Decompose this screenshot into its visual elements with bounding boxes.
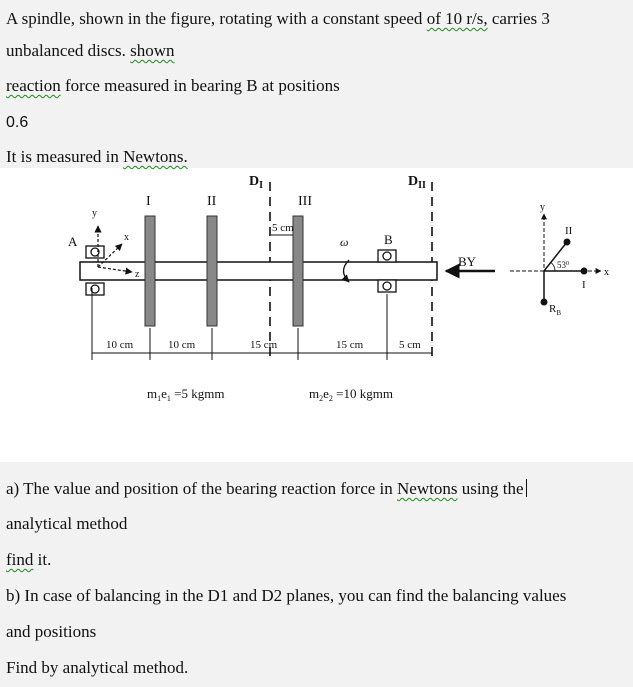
question-a-line-3: find it. <box>6 550 52 569</box>
disc-label-ii: II <box>207 194 217 209</box>
omega-label: ω <box>340 235 349 249</box>
vector-diagram <box>510 202 609 317</box>
axis-z-label: z <box>135 269 140 280</box>
question-b-line-1: b) In case of balancing in the D1 and D2 planes, you can find the balancing values <box>6 586 567 605</box>
vector-rb-label: $R_B$ <box>549 303 562 317</box>
question-line-4: 0.6 <box>6 114 29 131</box>
mass-eccentricity-1: $m_1e_1 =5$ kgmm <box>147 386 225 403</box>
vector-ii-point <box>564 239 571 246</box>
disc-i <box>145 216 155 326</box>
disc-iii <box>293 216 303 326</box>
disc-label-i: I <box>146 194 151 209</box>
question-a-line-2: analytical method <box>6 514 128 533</box>
disc-label-iii: III <box>298 194 312 209</box>
vector-rb-point <box>541 299 548 306</box>
distance-5: 5 cm <box>399 339 421 351</box>
plane-d1-label: $D_I$ <box>249 174 264 191</box>
question-line-2: unbalanced discs. shown <box>6 41 175 60</box>
question-line-3: reaction force measured in bearing B at positions <box>6 76 340 95</box>
question-line-5: It is measured in Newtons. <box>6 147 188 166</box>
axis-y-label: y <box>92 208 97 219</box>
bearing-a-label: A <box>68 234 78 249</box>
vector-i-label: I <box>582 279 586 291</box>
question-b-line-3: Find by analytical method. <box>6 658 189 677</box>
vector-i-point <box>581 268 588 275</box>
plane-d2-label: $D_{II}$ <box>408 174 426 191</box>
bearing-b-label: B <box>384 232 393 247</box>
mass-eccentricity-2: $m_2e_2 =10$ kgmm <box>309 386 393 403</box>
question-a-line-1: a) The value and position of the bearing reaction force in Newtons using the <box>6 478 527 500</box>
angle-label: $53^0$ <box>557 260 569 270</box>
shaft <box>80 262 437 280</box>
text-cursor <box>526 479 527 497</box>
question-b-line-2: and positions <box>6 622 97 641</box>
vector-x-label: x <box>604 267 609 278</box>
disc-ii <box>207 216 217 326</box>
distance-2: 10 cm <box>168 339 196 351</box>
axis-x-label: x <box>124 232 129 243</box>
distance-4: 15 cm <box>336 339 364 351</box>
vector-ii-label: II <box>565 225 573 237</box>
distance-3: 15 cm <box>250 339 278 351</box>
force-by-label: BY <box>458 254 477 269</box>
spindle-figure <box>0 168 633 462</box>
angle-arc <box>551 262 555 271</box>
offset-label: 5 cm <box>272 222 294 234</box>
distance-1: 10 cm <box>106 339 134 351</box>
vector-y-label: y <box>540 202 545 213</box>
question-line-1: A spindle, shown in the figure, rotating with a constant speed of 10 r/s, carries 3 <box>6 9 550 28</box>
